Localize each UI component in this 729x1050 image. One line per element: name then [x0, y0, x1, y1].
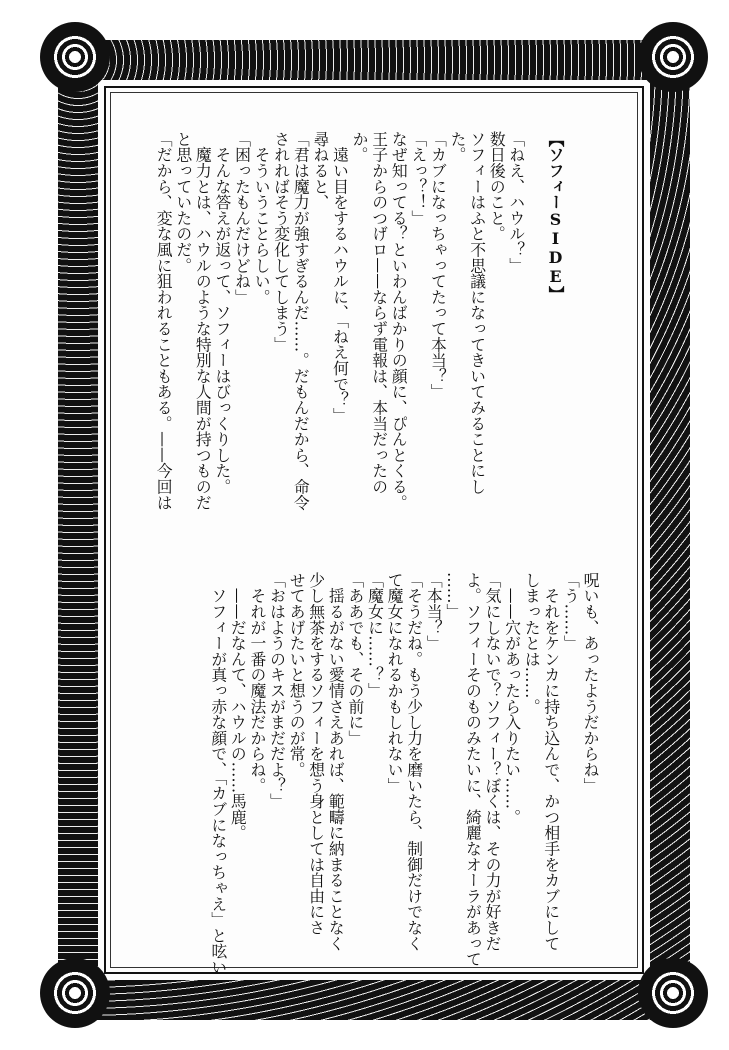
lower-text-block	[208, 572, 600, 975]
text-line: 少し無茶をするソフィーを想う身としては自由にさ	[306, 572, 326, 936]
text-line: た。	[448, 131, 468, 163]
text-line: 魔力とは、ハウルのような特別な人間が持つものだ	[193, 131, 213, 511]
text-line: しまったとは……。	[522, 572, 542, 715]
text-line: 揺るがない愛情さえあれば、範疇に納まることなく	[326, 572, 346, 952]
text-line: 「う……」	[561, 572, 581, 651]
text-line: 「カブになっちゃってたって本当？」	[428, 131, 448, 400]
corner-ornament-top-right	[638, 22, 708, 92]
text-line: されればそう変化してしまう」	[271, 131, 291, 353]
text-line: 「本当？」	[424, 572, 444, 651]
text-line: 尋ねると、	[310, 131, 330, 210]
text-line: 「そうだね。もう少し力を磨いたら、制御だけでなく	[404, 572, 424, 952]
text-line: 「ねえ、ハウル？」	[506, 131, 526, 274]
text-line: 王子からのつげロ——ならず電報は、本当だったの	[369, 131, 389, 495]
text-line: ……」	[443, 572, 463, 620]
text-line: と思っていたのだ。	[173, 131, 193, 274]
text-line: 「君は魔力が強すぎるんだ……。だもんだから、命令	[291, 131, 311, 511]
text-line: て魔女になれるかもしれない」	[385, 572, 405, 794]
text-line: 「おはようのキスがまだだよ？」	[267, 572, 287, 809]
text-line: よ。ソフィーそのものみたいに、綺麗なオーラがあって	[463, 572, 483, 967]
text-line	[526, 131, 546, 511]
text-line: 「気にしないで？ソフィー？ぼくは、その力が好きだ	[483, 572, 503, 952]
text-line: そんな答えが返って、ソフィーはびっくりした。	[212, 131, 232, 495]
corner-ornament-bottom-right	[638, 958, 708, 1028]
text-line: 呪いも、あったようだからね」	[581, 572, 600, 794]
text-line: 「魔女に……？」	[365, 572, 385, 699]
text-line: せてあげたいと想うのが常。	[287, 572, 307, 778]
text-line: なぜ知ってる？といわんばかりの顔に、ぴんとくる。	[389, 131, 409, 511]
text-line: 「えっ？！」	[408, 131, 428, 226]
corner-ornament-top-left	[40, 22, 110, 92]
text-line: そういうことらしい。	[252, 131, 272, 305]
text-line: それをケンカに持ち込んで、かつ相手をカブにして	[541, 572, 561, 952]
text-line: 「困ったもんだけどね」	[232, 131, 252, 305]
section-heading: 【ソフィーSIDE】	[546, 131, 565, 302]
text-line: 「だから、変な風に狙われることもある。——今回は	[154, 131, 174, 511]
corner-ornament-bottom-left	[40, 958, 110, 1028]
upper-text-block	[154, 131, 565, 511]
text-line: か。	[350, 131, 370, 163]
text-line: ソフィーはふと不思議になってきいてみることにし	[467, 131, 487, 495]
text-line: ——だなんて、ハウルの……馬鹿。	[228, 572, 248, 841]
text-line: 数日後のこと。	[487, 131, 507, 242]
text-line: それが一番の魔法だからね。	[247, 572, 267, 794]
text-line: ソフィーが真っ赤な顔で、「カブになっちゃえ」と呟い	[208, 572, 228, 975]
text-line: 「ああでも、その前に」	[345, 572, 365, 746]
text-line: ——穴があったら入りたい……。	[502, 572, 522, 825]
text-line: 遠い目をするハウルに、「ねえ何で？」	[330, 131, 350, 424]
